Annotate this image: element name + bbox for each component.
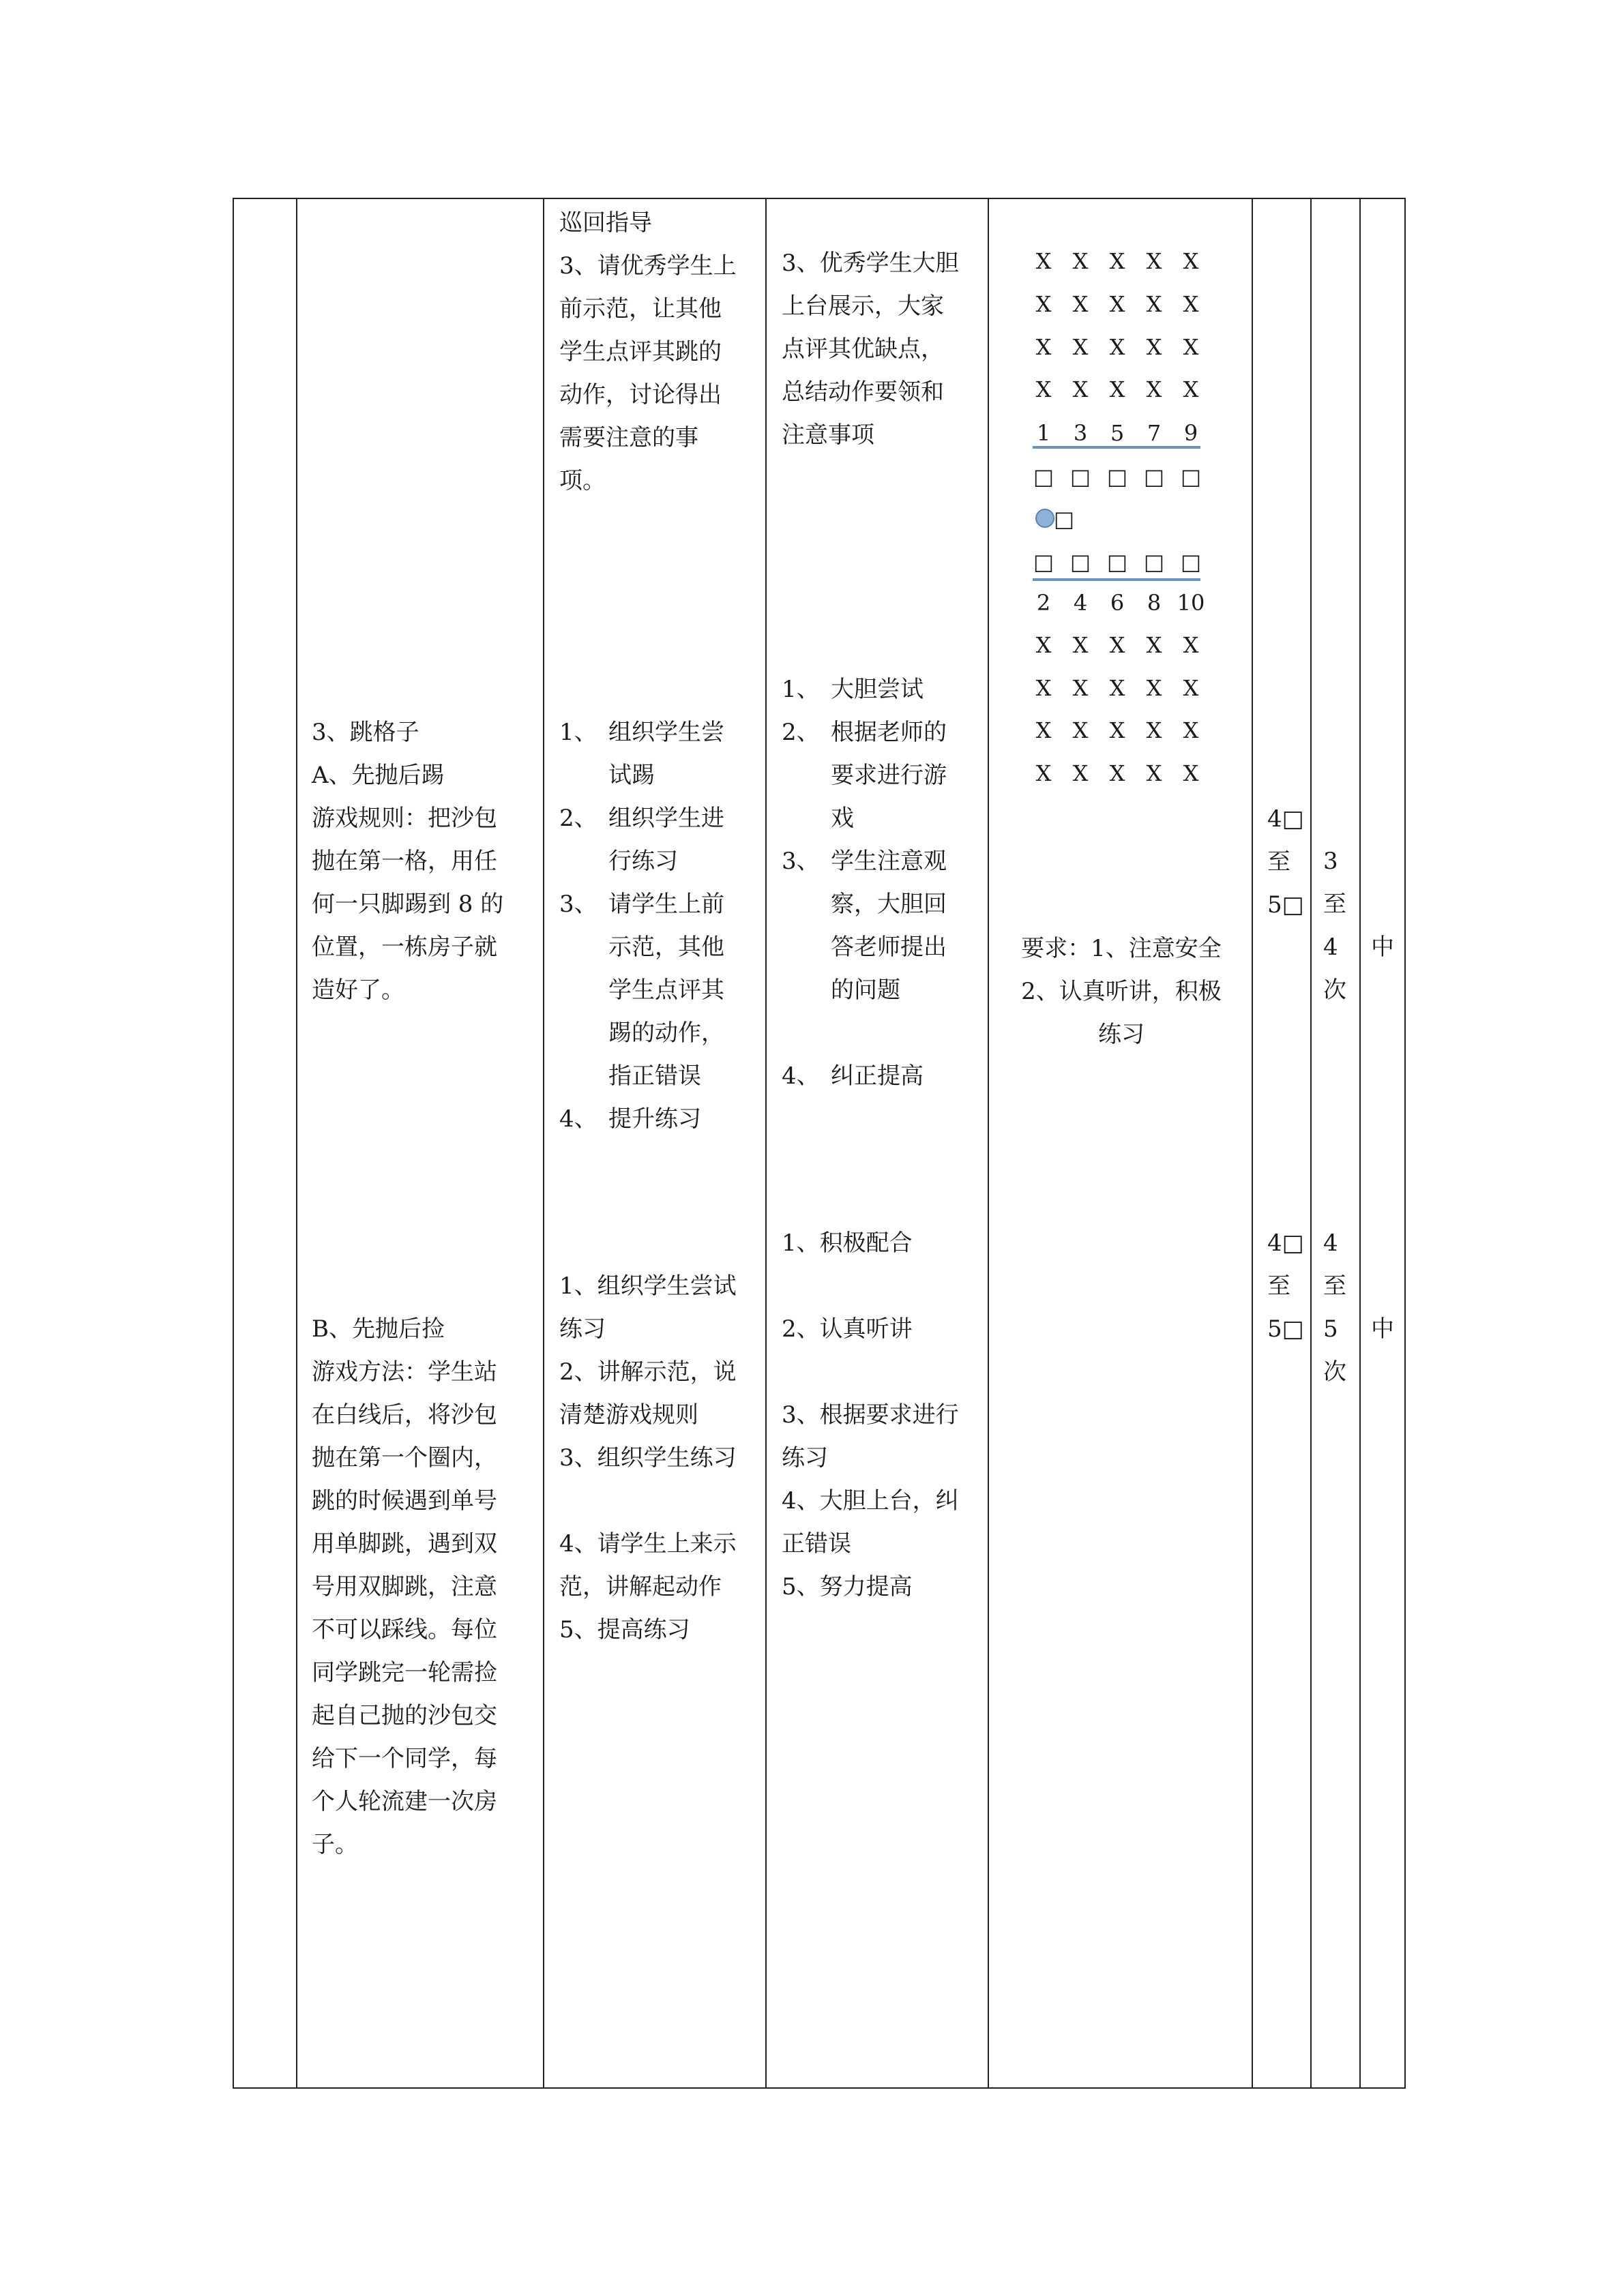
student-mark: X: [1183, 717, 1199, 743]
part-a-rule-line: 何一只脚踢到 8 的: [312, 891, 504, 918]
position-number: 1: [1036, 420, 1051, 446]
teacher-line: 5、提高练习: [559, 1616, 690, 1643]
student-mark: X: [1146, 675, 1162, 701]
baseline-line: [1033, 446, 1200, 449]
count-value: 5: [1323, 1315, 1338, 1343]
student-mark: X: [1146, 291, 1162, 317]
part-b-rule-line: 不可以踩线。每位: [312, 1616, 497, 1643]
student-mark: X: [1035, 291, 1052, 317]
content-column-b: [312, 1308, 497, 1866]
teacher-line: 前示范，让其他: [559, 295, 722, 323]
student-mark: X: [1109, 632, 1125, 658]
teacher-item-cont: 踢的动作，: [608, 1019, 724, 1047]
count-value: 次: [1323, 1358, 1346, 1386]
student-item-cont: 的问题: [831, 976, 900, 1004]
student-line: 正错误: [782, 1530, 851, 1557]
item-number: 4、: [782, 1062, 820, 1090]
position-number: 5: [1110, 420, 1125, 446]
teacher-line: 清楚游戏规则: [559, 1401, 698, 1429]
position-number: 2: [1036, 590, 1051, 616]
count-value: 3: [1323, 848, 1338, 875]
intensity-b: 中: [1371, 1315, 1394, 1343]
grid-box: □: [1106, 464, 1128, 490]
time-value: 至: [1267, 848, 1290, 876]
student-line: [782, 1265, 959, 1308]
column-divider: [543, 198, 544, 2089]
part-b-rule-line: 给下一个同学，每: [312, 1745, 497, 1772]
student-line: 3、根据要求进行: [782, 1401, 959, 1429]
grid-box: □: [1069, 549, 1091, 575]
part-b-rule-line: 跳的时候遇到单号: [312, 1487, 497, 1515]
student-line: 练习: [782, 1444, 828, 1472]
teacher-line: 3、请优秀学生上: [559, 252, 737, 280]
teacher-line: [559, 1480, 737, 1523]
count-value: 次: [1323, 976, 1346, 1004]
part-b-rule-line: 同学跳完一轮需捡: [312, 1659, 497, 1686]
student-mark: X: [1035, 675, 1052, 701]
part-a-rule-line: 造好了。: [312, 976, 404, 1004]
student-mark: X: [1146, 717, 1162, 743]
grid-box: □: [1033, 549, 1054, 575]
count-value: 至: [1323, 1272, 1346, 1300]
student-mark: X: [1183, 291, 1199, 317]
time-column-a: [1267, 798, 1304, 927]
student-column-b: [782, 1222, 959, 1609]
requirement-line: 要求：1、注意安全: [1021, 935, 1222, 962]
student-line: [782, 1351, 959, 1394]
part-b-rule-line: 在白线后，将沙包: [312, 1401, 497, 1429]
item-number: 2、: [559, 805, 597, 832]
student-mark: X: [1109, 717, 1125, 743]
student-mark: X: [1183, 675, 1199, 701]
item-number: 4、: [559, 1105, 597, 1133]
student-mark: X: [1109, 760, 1125, 786]
item-number: 3、: [559, 891, 597, 918]
student-mark: X: [1072, 760, 1089, 786]
student-mark: X: [1035, 248, 1052, 274]
part-a-rule-line: 游戏规则：把沙包: [312, 805, 497, 832]
teacher-item-cont: 学生点评其: [608, 976, 724, 1004]
student-mark: X: [1072, 334, 1089, 360]
part-b-rule-line: 子。: [312, 1831, 358, 1858]
teacher-line: 需要注意的事: [559, 424, 698, 451]
requirement-line: 练习: [1098, 1021, 1145, 1048]
teacher-item: 1、 组织学生尝: [559, 711, 724, 754]
formation-diagram: [988, 198, 1252, 811]
grid-box: □: [1069, 464, 1091, 490]
teacher-line: 学生点评其跳的: [559, 338, 722, 366]
student-item: 3、 学生注意观: [782, 840, 947, 883]
teacher-line: 3、组织学生练习: [559, 1444, 737, 1472]
teacher-item: 4、 提升练习: [559, 1098, 724, 1141]
student-mark: X: [1109, 376, 1125, 402]
position-number: 7: [1147, 420, 1162, 446]
student-line: 注意事项: [782, 421, 874, 449]
teacher-item-cont: 示范，其他: [608, 934, 724, 961]
student-mark: X: [1035, 334, 1052, 360]
student-item-blank: [782, 1012, 947, 1055]
teacher-column-b: [559, 1265, 737, 1652]
time-value: 4□: [1267, 805, 1304, 833]
teacher-line: 2、讲解示范，说: [559, 1358, 737, 1386]
intensity-a: 中: [1371, 934, 1394, 961]
count-value: 4: [1323, 934, 1338, 961]
student-item: 1、 大胆尝试: [782, 668, 947, 711]
activity-title: 3、跳格子: [312, 719, 419, 746]
column-divider: [1310, 198, 1312, 2089]
part-b-rule-line: 用单脚跳，遇到双: [312, 1530, 497, 1557]
student-mark: X: [1072, 376, 1089, 402]
part-b-rule-line: 游戏方法：学生站: [312, 1358, 497, 1386]
grid-box: □: [1143, 549, 1165, 575]
part-b-rule-line: 号用双脚跳，注意: [312, 1573, 497, 1600]
part-b-rule-line: 抛在第一个圈内，: [312, 1444, 497, 1472]
student-mark: X: [1072, 632, 1089, 658]
item-number: 3、: [782, 848, 820, 875]
part-b-rule-line: 个人轮流建一次房: [312, 1788, 497, 1815]
student-mark: X: [1072, 248, 1089, 274]
part-a-rule-line: 位置，一栋房子就: [312, 934, 497, 961]
position-number: 9: [1183, 420, 1198, 446]
teacher-line: 项。: [559, 467, 606, 494]
student-column-top: [782, 242, 959, 457]
student-line: 总结动作要领和: [782, 378, 944, 406]
student-mark: X: [1183, 760, 1199, 786]
student-mark: X: [1146, 632, 1162, 658]
teacher-line: 范，讲解起动作: [559, 1573, 722, 1600]
student-mark: X: [1109, 334, 1125, 360]
student-mark: X: [1109, 248, 1125, 274]
teacher-item-cont: 行练习: [608, 848, 678, 875]
student-mark: X: [1072, 291, 1089, 317]
student-item: 2、 根据老师的: [782, 711, 947, 754]
grid-box: □: [1053, 506, 1075, 532]
count-value: 至: [1323, 891, 1346, 918]
teacher-line: 4、请学生上来示: [559, 1530, 737, 1557]
teacher-line: 动作，讨论得出: [559, 381, 722, 408]
teacher-line: 1、组织学生尝试: [559, 1272, 737, 1300]
student-mark: X: [1183, 248, 1199, 274]
student-line: 1、积极配合: [782, 1229, 913, 1257]
time-value: 至: [1267, 1272, 1290, 1300]
requirement-line: 2、认真听讲，积极: [1021, 978, 1222, 1005]
student-mark: X: [1183, 334, 1199, 360]
student-line: 5、努力提高: [782, 1573, 913, 1600]
grid-box: □: [1106, 549, 1128, 575]
student-mark: X: [1072, 675, 1089, 701]
position-number: 6: [1110, 590, 1125, 616]
time-value: 5□: [1267, 1315, 1304, 1343]
student-mark: X: [1109, 675, 1125, 701]
teacher-item-cont: 指正错误: [608, 1062, 701, 1090]
item-number: 1、: [782, 676, 820, 703]
column-divider: [1252, 198, 1253, 2089]
teacher-item: 2、 组织学生进: [559, 797, 724, 840]
student-mark: X: [1035, 376, 1052, 402]
teacher-column-top: [559, 202, 737, 503]
student-line: 3、优秀学生大胆: [782, 250, 959, 277]
teacher-item: 3、 请学生上前: [559, 883, 724, 926]
grid-box: □: [1143, 464, 1165, 490]
baseline-line: [1033, 578, 1200, 581]
student-item-cont: 戏: [831, 805, 854, 832]
student-mark: X: [1146, 334, 1162, 360]
student-line: 上台展示，大家: [782, 293, 944, 320]
requirements: [1012, 927, 1230, 1056]
column-divider: [1359, 198, 1361, 2089]
student-mark: X: [1035, 632, 1052, 658]
student-item-cont: 察，大胆回: [831, 891, 947, 918]
position-number: 10: [1177, 590, 1205, 616]
grid-box: □: [1180, 549, 1202, 575]
position-number: 3: [1073, 420, 1088, 446]
count-column-b: [1323, 1222, 1346, 1394]
student-mark: X: [1146, 248, 1162, 274]
item-number: 2、: [782, 719, 820, 746]
student-mark: X: [1035, 717, 1052, 743]
count-value: 4: [1323, 1229, 1338, 1257]
teacher-item-cont: 试踢: [608, 762, 655, 789]
time-column-b: [1267, 1222, 1304, 1351]
content-column-a: [312, 711, 503, 1012]
student-mark: X: [1109, 291, 1125, 317]
part-a-title: A、先抛后踢: [312, 762, 445, 789]
part-a-rule-line: 抛在第一格，用任: [312, 848, 497, 875]
student-mark: X: [1072, 717, 1089, 743]
student-item-cont: 要求进行游: [831, 762, 947, 789]
student-mark: X: [1146, 760, 1162, 786]
teacher-line: 巡回指导: [559, 209, 652, 237]
student-item-cont: 答老师提出: [831, 934, 947, 961]
item-number: 1、: [559, 719, 597, 746]
count-column-a: [1323, 840, 1346, 1012]
time-value: 4□: [1267, 1229, 1304, 1257]
position-number: 4: [1073, 590, 1088, 616]
student-mark: X: [1035, 760, 1052, 786]
student-item: 4、 纠正提高: [782, 1055, 947, 1098]
part-b-rule-line: 起自己抛的沙包交: [312, 1702, 497, 1729]
student-mark: X: [1183, 376, 1199, 402]
teacher-marker-icon: [1036, 509, 1054, 527]
teacher-line: 练习: [559, 1315, 606, 1343]
student-line: 点评其优缺点，: [782, 336, 944, 363]
part-b-title: B、先抛后捡: [312, 1315, 445, 1343]
student-column-a: [782, 668, 947, 1098]
student-mark: X: [1183, 632, 1199, 658]
student-mark: X: [1146, 376, 1162, 402]
teacher-column-a: [559, 711, 724, 1141]
student-line: 4、大胆上台，纠: [782, 1487, 959, 1515]
grid-box: □: [1033, 464, 1054, 490]
grid-box: □: [1180, 464, 1202, 490]
time-value: 5□: [1267, 891, 1304, 919]
column-divider: [765, 198, 767, 2089]
student-line: 2、认真听讲: [782, 1315, 913, 1343]
column-divider: [296, 198, 297, 2089]
position-number: 8: [1147, 590, 1162, 616]
